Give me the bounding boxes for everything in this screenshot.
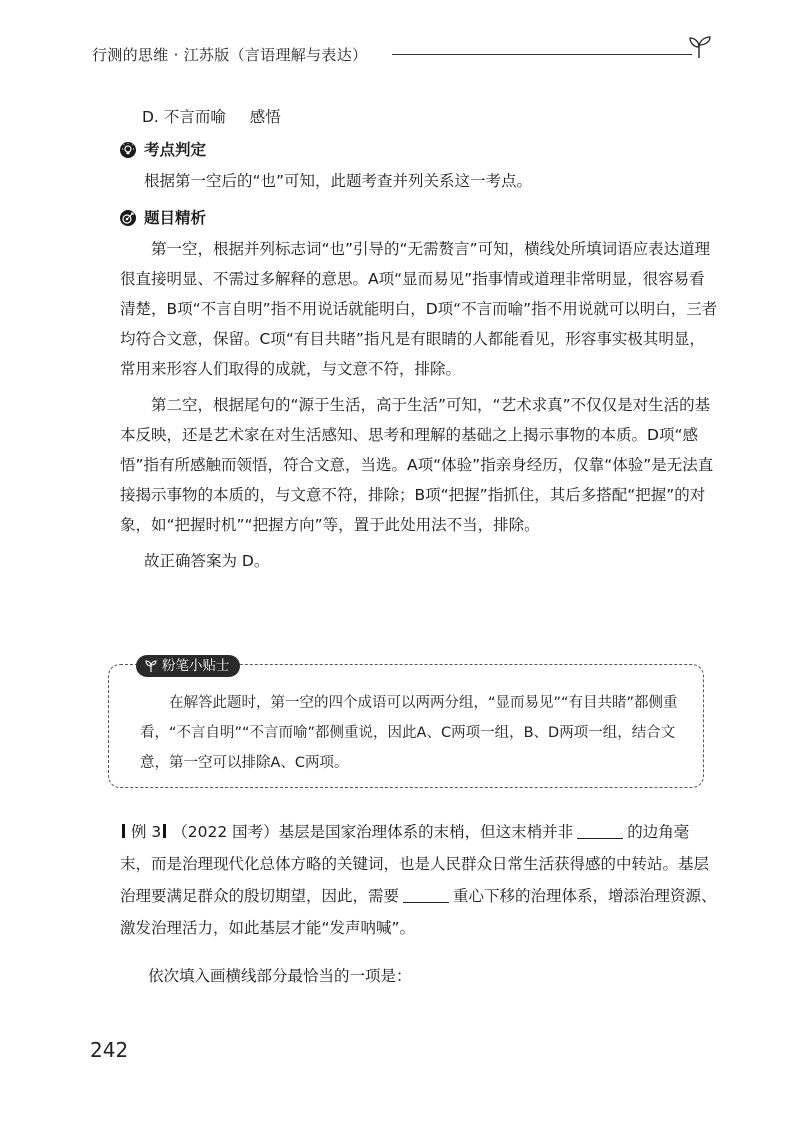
- blank-1: [577, 824, 623, 839]
- section-heading-test-point: [120, 134, 720, 166]
- section-heading-analysis: [120, 202, 720, 234]
- example-text-3: 重心下移的治理体系，增添治理资源、激发治理活力，如此基层才能“发声呐喊”。: [120, 887, 717, 937]
- analysis-paragraph-2: 第二空，根据尾句的“源于生活，高于生活”可知，“艺术求真”不仅仅是对生活的基本反映，还是艺术家在对生活感知、思考和理解的基础之上揭示事物的本质。D项“感悟”指有所感触而领悟，符合文意，当选。A项“体验”指亲身经历，仅靠“体验”是无法直接揭示事物的本质的，与文意不符，排除；B项“把握”指抓住，其后多搭配“把握”的对象，如“把握时机”“把握方向”等，置于此处用法不当，排除。: [120, 396, 714, 534]
- example-bar-right: [163, 824, 166, 838]
- target-icon: [120, 210, 136, 226]
- option-d-word2: 感悟: [249, 108, 281, 126]
- lightbulb-icon: [120, 142, 136, 158]
- tip-text: 在解答此题时，第一空的四个成语可以两两分组，“显而易见”“有目共睹”都侧重看，“不言自明”“不言而喻”都侧重说，因此A、C两项一组，B、D两项一组，结合文意，第一空可以排除A、C两项。: [140, 695, 678, 771]
- example-text-2: 的边角毫末，而是治理现代化总体方略的关键词，也是人民群众日常生活获得感的中转站。基层治理要满足群众的殷切期望，因此，需要: [120, 823, 710, 905]
- answer-statement: 故正确答案为 D。: [144, 552, 270, 570]
- example-text-1: （2022 国考）基层是国家治理体系的末梢，但这末梢并非: [172, 823, 574, 841]
- section-heading-text: 考点判定: [144, 141, 207, 159]
- option-d: [120, 100, 720, 134]
- header-rule: [392, 54, 692, 55]
- example-bar-left: [122, 824, 125, 838]
- section-heading-text: 题目精析: [144, 209, 207, 227]
- tip-content: [140, 688, 688, 778]
- blank-2: [403, 888, 449, 903]
- page-number: 242: [90, 1038, 129, 1062]
- running-header: [92, 40, 712, 70]
- example-label: 例 3: [131, 823, 162, 841]
- sprout-icon: [686, 34, 712, 60]
- question-prompt: 依次填入画横线部分最恰当的一项是：: [148, 967, 412, 985]
- analysis-content: [120, 100, 720, 576]
- tip-label: [136, 655, 240, 677]
- option-d-letter: D.: [142, 108, 159, 126]
- option-d-word1: 不言而喻: [163, 108, 226, 126]
- header-title: 行测的思维 · 江苏版（言语理解与表达）: [92, 46, 368, 64]
- test-point-text: 根据第一空后的“也”可知，此题考查并列关系这一考点。: [144, 172, 533, 190]
- sprout-icon: [144, 659, 158, 673]
- example-question: [120, 816, 720, 944]
- tip-label-text: 粉笔小贴士: [162, 658, 230, 674]
- analysis-paragraph-1: 第一空，根据并列标志词“也”引导的“无需赘言”可知，横线处所填词语应表达道理很直接明显、不需过多解释的意思。A项“显而易见”指事情或道理非常明显，很容易看清楚，B项“不言自明”指不用说话就能明白，D项“不言而喻”指不用说就可以明白，三者均符合文意，保留。C项“有目共睹”指凡是有眼睛的人都能看见，形容事实极其明显，常用来形容人们取得的成就，与文意不符，排除。: [120, 240, 718, 378]
